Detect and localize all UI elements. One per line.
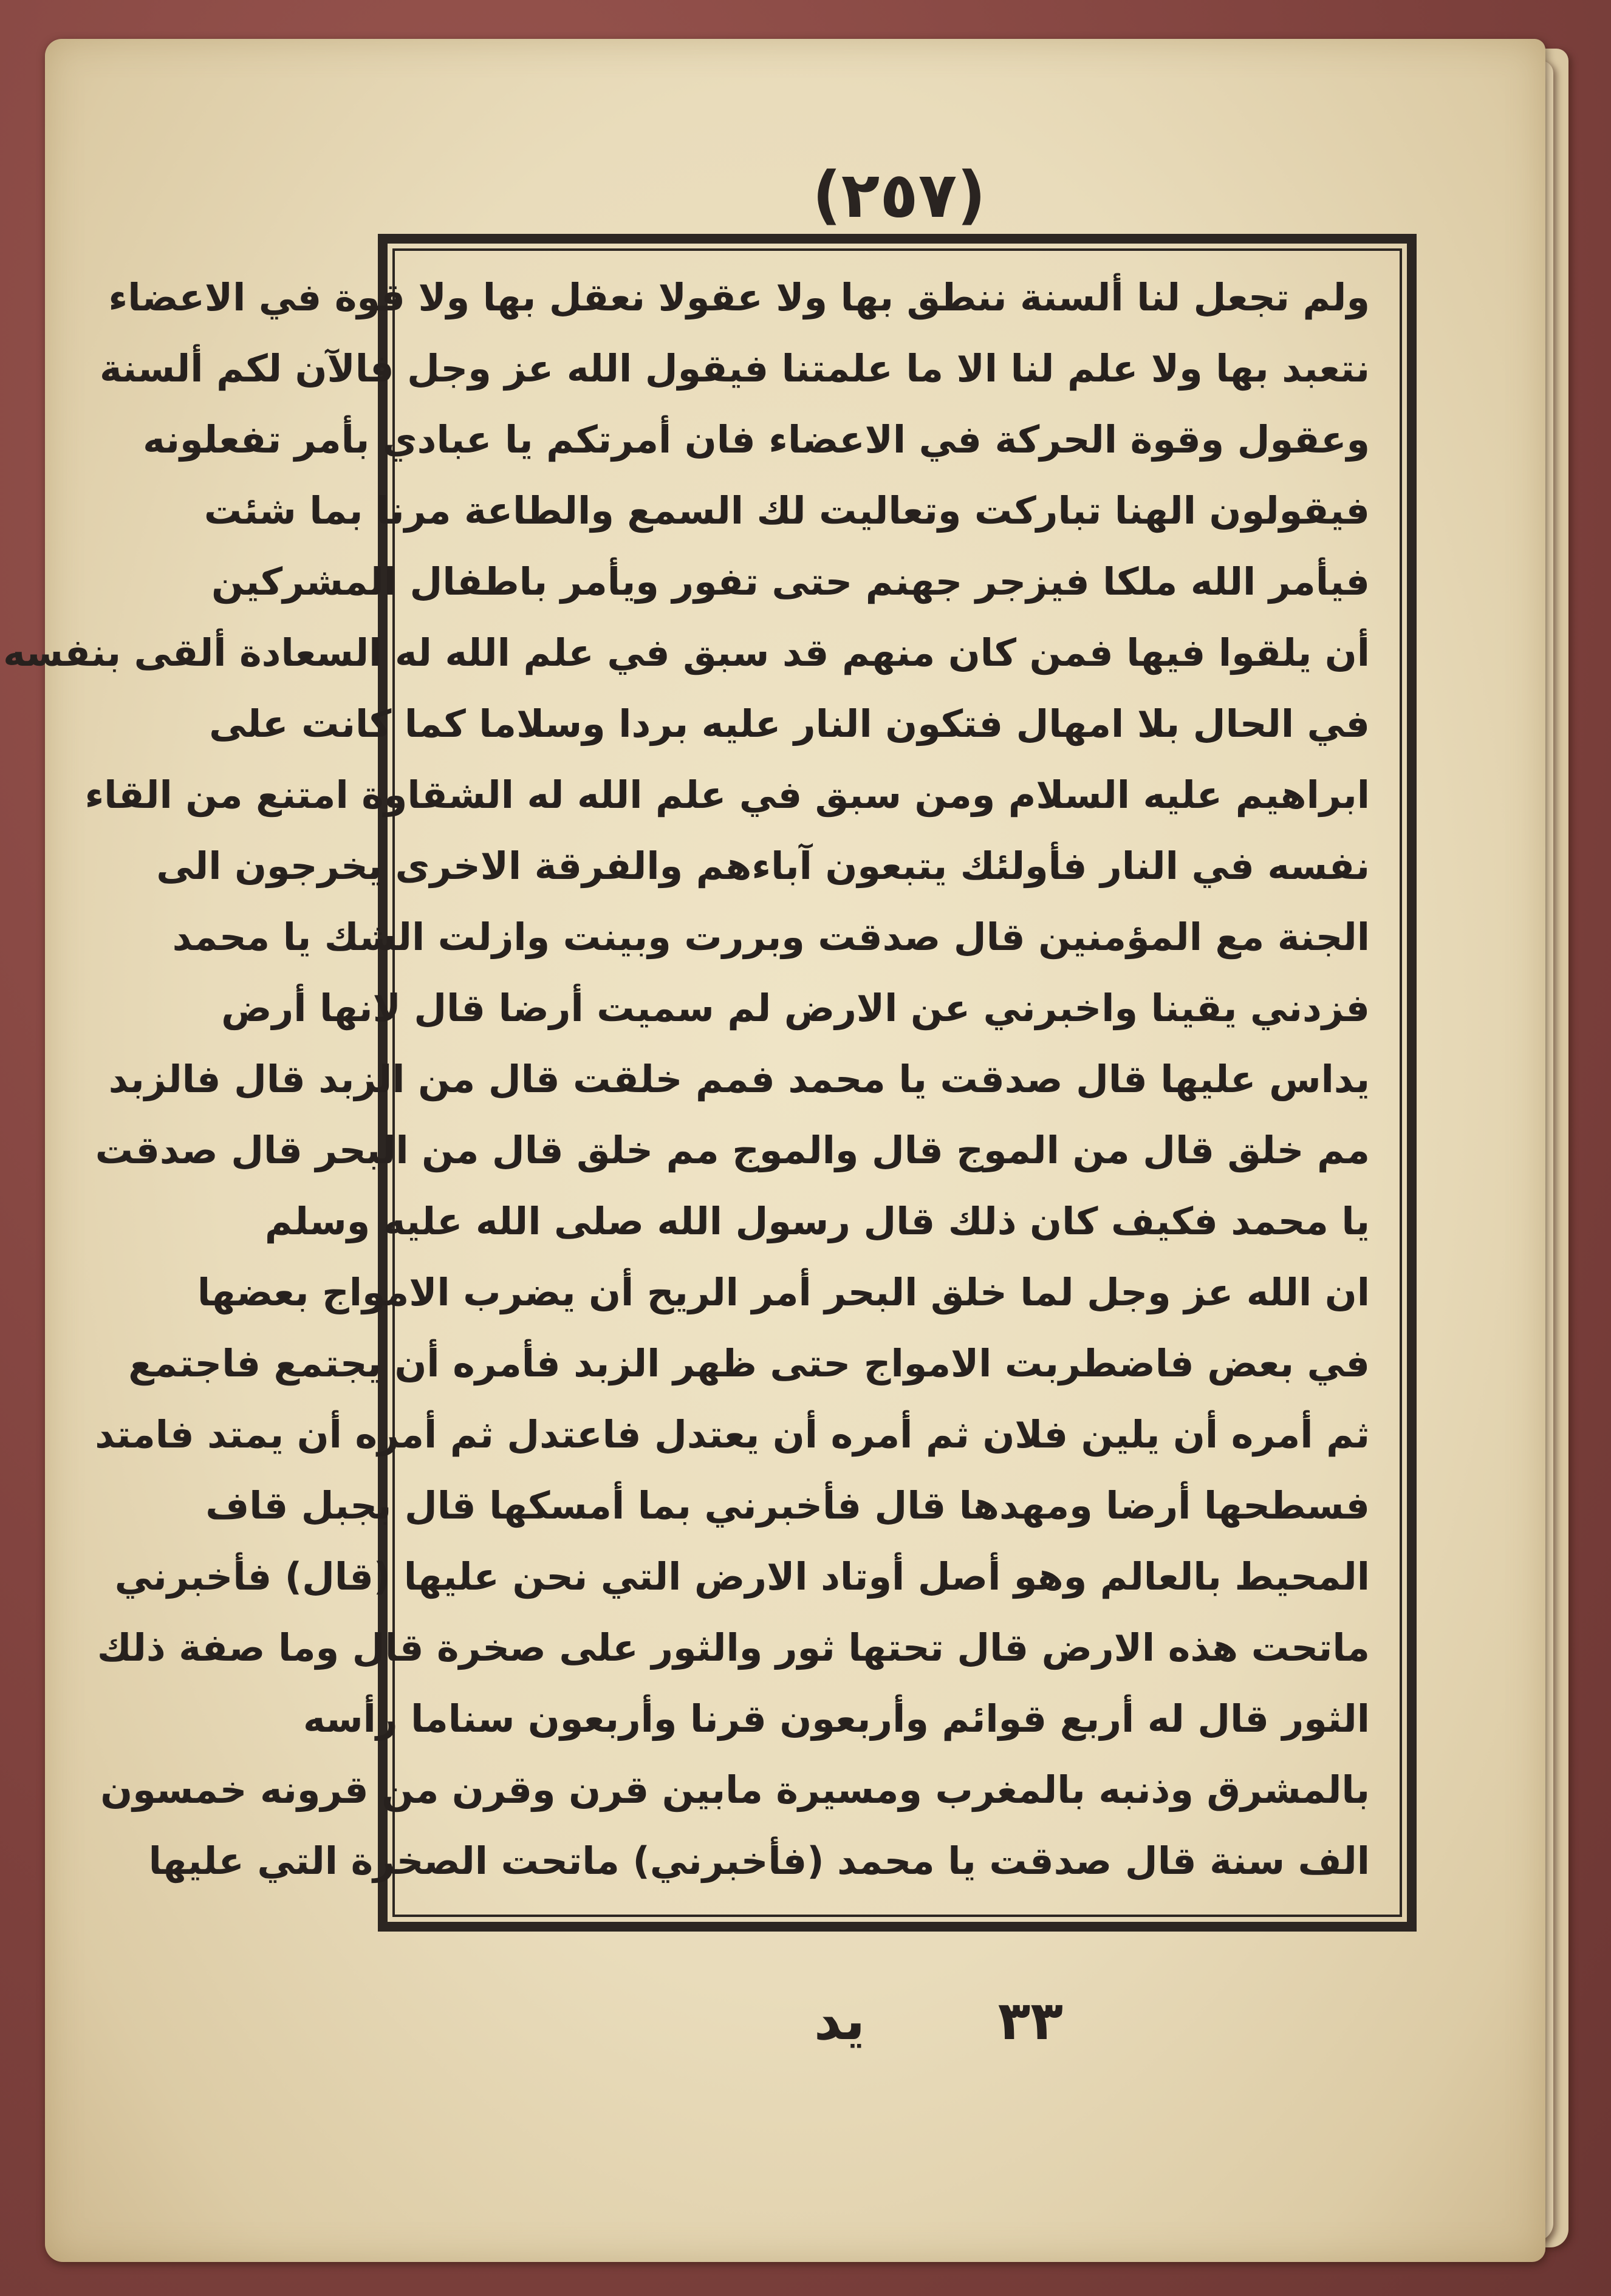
text-line: يا محمد فكيف كان ذلك قال رسول الله صلى الله عليه وسلم bbox=[264, 1199, 1370, 1243]
text-line: فيأمر الله ملكا فيزجر جهنم حتى تفور ويأمر باطفال المشركين bbox=[211, 559, 1370, 604]
text-line: ماتحت هذه الارض قال تحتها ثور والثور على صخرة قال وما صفة ذلك bbox=[97, 1625, 1370, 1670]
text-line: نتعبد بها ولا علم لنا الا ما علمتنا فيقول الله عز وجل فالآن لكم ألسنة bbox=[99, 346, 1370, 391]
text-line: فيقولون الهنا تباركت وتعاليت لك السمع والطاعة مرنا بما شئت bbox=[204, 488, 1370, 533]
signature-number: ٣٣ bbox=[997, 1989, 1063, 2052]
text-line: فزدني يقينا واخبرني عن الارض لم سميت أرضا قال لانها أرض bbox=[221, 986, 1370, 1030]
text-line: الجنة مع المؤمنين قال صدقت وبررت وبينت وازلت الشك يا محمد bbox=[172, 915, 1370, 959]
text-line: الثور قال له أربع قوائم وأربعون قرنا وأربعون سناما رأسه bbox=[303, 1696, 1370, 1741]
text-line: في بعض فاضطربت الامواج حتى ظهر الزبد فأمره أن يجتمع فاجتمع bbox=[128, 1341, 1370, 1385]
text-block bbox=[3, 267, 1370, 1901]
text-line: ثم أمره أن يلين فلان ثم أمره أن يعتدل فاعتدل ثم أمره أن يمتد فامتد bbox=[95, 1412, 1370, 1457]
text-line: أن يلقوا فيها فمن كان منهم قد سبق في علم الله له السعادة ألقى بنفسه bbox=[3, 630, 1370, 675]
text-line: مم خلق قال من الموج قال والموج مم خلق قال من البحر قال صدقت bbox=[95, 1128, 1370, 1172]
text-line: وعقول وقوة الحركة في الاعضاء فان أمرتكم يا عبادي بأمر تفعلونه bbox=[143, 417, 1370, 462]
text-line: فسطحها أرضا ومهدها قال فأخبرني بما أمسكها قال بجبل قاف bbox=[205, 1483, 1370, 1528]
text-line: ولم تجعل لنا ألسنة ننطق بها ولا عقولا نعقل بها ولا قوة في الاعضاء bbox=[108, 275, 1370, 319]
text-line: ان الله عز وجل لما خلق البحر أمر الريح أن يضرب الامواج بعضها bbox=[197, 1270, 1370, 1314]
text-line: بالمشرق وذنبه بالمغرب ومسيرة مابين قرن وقرن من قرونه خمسون bbox=[100, 1768, 1370, 1812]
text-line: يداس عليها قال صدقت يا محمد فمم خلقت قال من الزبد قال فالزبد bbox=[108, 1057, 1370, 1101]
text-line: المحيط بالعالم وهو أصل أوتاد الارض التي نحن عليها (قال) فأخبرني bbox=[114, 1554, 1370, 1599]
text-line: في الحال بلا امهال فتكون النار عليه بردا وسلاما كما كانت على bbox=[209, 702, 1370, 746]
text-line: الف سنة قال صدقت يا محمد (فأخبرني) ماتحت الصخرة التي عليها bbox=[148, 1839, 1370, 1883]
page-number: (٢٥٧) bbox=[812, 158, 986, 232]
text-line: ابراهيم عليه السلام ومن سبق في علم الله له الشقاوة امتنع من القاء bbox=[84, 773, 1370, 817]
signature-letters: يد bbox=[814, 1989, 865, 2052]
text-line: نفسه في النار فأولئك يتبعون آباءهم والفرقة الاخرى يخرجون الى bbox=[156, 844, 1370, 888]
